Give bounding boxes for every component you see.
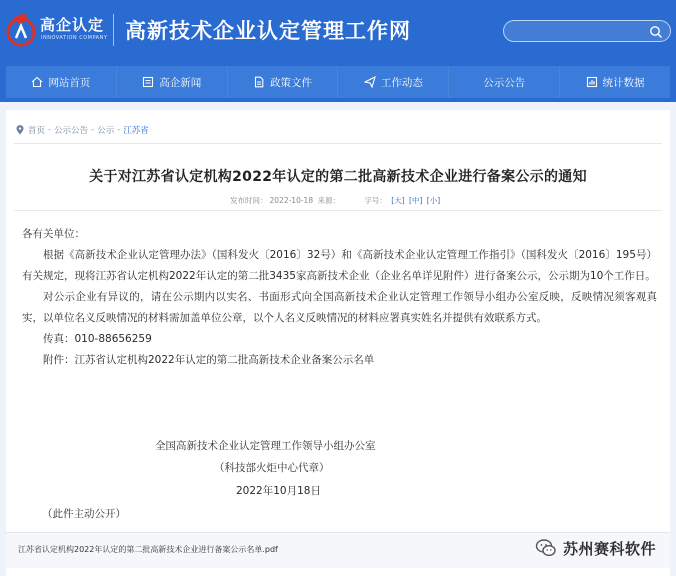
breadcrumb-separator: - <box>48 125 52 135</box>
breadcrumb-current[interactable]: 江苏省 <box>123 126 149 136</box>
search-icon[interactable] <box>649 25 663 39</box>
source-label: 来源： <box>317 196 340 205</box>
page-area <box>0 102 676 576</box>
paragraph-objection: 对公示企业有异议的，请在公示期内以实名、书面形式向全国高新技术企业认定管理工作领导小组办公室反映，反映情况须客观真实，以单位名义反映情况的材料需加盖单位公章，以个人名义反映情况的材料应署真实姓名并提供有效联系方式。 <box>22 291 657 324</box>
nav-item-label: 网站首页 <box>48 76 91 89</box>
nav-item-label: 政策文件 <box>270 76 313 89</box>
publish-date: 2022-10-18 <box>269 196 314 205</box>
nav-item-announcements[interactable] <box>449 66 560 98</box>
nav-item-label: 统计数据 <box>602 76 645 89</box>
wechat-icon <box>535 537 557 559</box>
meta-divider <box>14 210 662 211</box>
logo-subtext: INNOVATION COMPANY <box>41 35 108 41</box>
nav-item-label: 公示公告 <box>483 76 526 89</box>
fontsize-small-button[interactable]: [小] <box>426 196 441 205</box>
site-header <box>0 0 676 62</box>
salutation: 各有关单位： <box>22 228 85 240</box>
breadcrumb-announcements[interactable]: 公示公告 <box>54 126 89 136</box>
fontsize-label: 字号： <box>364 196 387 205</box>
home-icon <box>31 76 43 88</box>
publish-label: 发布时间： <box>230 196 268 205</box>
site-title: 高新技术企业认定管理工作网 <box>125 19 411 43</box>
signature-agent: （科技部火炬中心代章） <box>214 462 330 474</box>
attachment-bar <box>6 532 670 568</box>
breadcrumb <box>16 124 149 136</box>
article-meta <box>230 195 442 206</box>
fax-line: 传真：010-88656259 <box>43 333 152 345</box>
watermark-text: 苏州赛科软件 <box>562 539 656 558</box>
nav-item-statistics[interactable] <box>560 66 670 98</box>
logo-mark-icon <box>4 10 38 48</box>
disclosure-note: （此件主动公开） <box>42 508 126 520</box>
chart-icon <box>586 76 598 88</box>
breadcrumb-separator: - <box>91 125 95 135</box>
article-title: 关于对江苏省认定机构2022年认定的第二批高新技术企业进行备案公示的通知 <box>89 169 587 185</box>
signature-org: 全国高新技术企业认定管理工作领导小组办公室 <box>155 440 376 452</box>
news-icon <box>142 76 154 88</box>
nav-item-label: 高企新闻 <box>159 76 202 89</box>
header-divider <box>113 14 114 46</box>
document-icon <box>253 76 265 88</box>
signature-date: 2022年10月18日 <box>236 485 321 497</box>
nav-item-news[interactable] <box>117 66 228 98</box>
fontsize-medium-button[interactable]: [中] <box>409 196 423 205</box>
watermark <box>535 537 656 559</box>
paragraph-basis: 根据《高新技术企业认定管理办法》（国科发火〔2016〕32号）和《高新技术企业认定管理工作指引》（国科发火〔2016〕195号）有关规定，现将江苏省认定机构2022年认定的第二批3435家高新技术企业（企业名单详见附件）进行备案公示，公示期为10个工作日。 <box>22 249 657 282</box>
breadcrumb-home[interactable]: 首页 <box>28 126 46 136</box>
attachment-link[interactable]: 江苏省认定机构2022年认定的第二批高新技术企业进行备案公示名单.pdf <box>18 545 278 554</box>
location-pin-icon <box>16 125 24 135</box>
logo-text: 高企认定 <box>40 16 105 34</box>
article-card <box>6 110 670 576</box>
fontsize-large-button[interactable]: [大] <box>391 196 405 205</box>
breadcrumb-separator: - <box>117 125 121 135</box>
search-input[interactable] <box>503 20 671 42</box>
main-nav <box>0 62 676 102</box>
nav-item-home[interactable] <box>6 66 117 98</box>
breadcrumb-notice[interactable]: 公示 <box>97 126 115 136</box>
nav-item-policy[interactable] <box>228 66 339 98</box>
site-logo[interactable] <box>4 10 108 50</box>
nav-bar <box>6 66 670 98</box>
nav-item-work[interactable] <box>338 66 449 98</box>
nav-item-label: 工作动态 <box>380 76 423 89</box>
article-body <box>22 224 657 371</box>
send-icon <box>364 76 376 88</box>
attachment-line: 附件：江苏省认定机构2022年认定的第二批高新技术企业备案公示名单 <box>43 354 375 366</box>
breadcrumb-divider <box>14 143 662 144</box>
